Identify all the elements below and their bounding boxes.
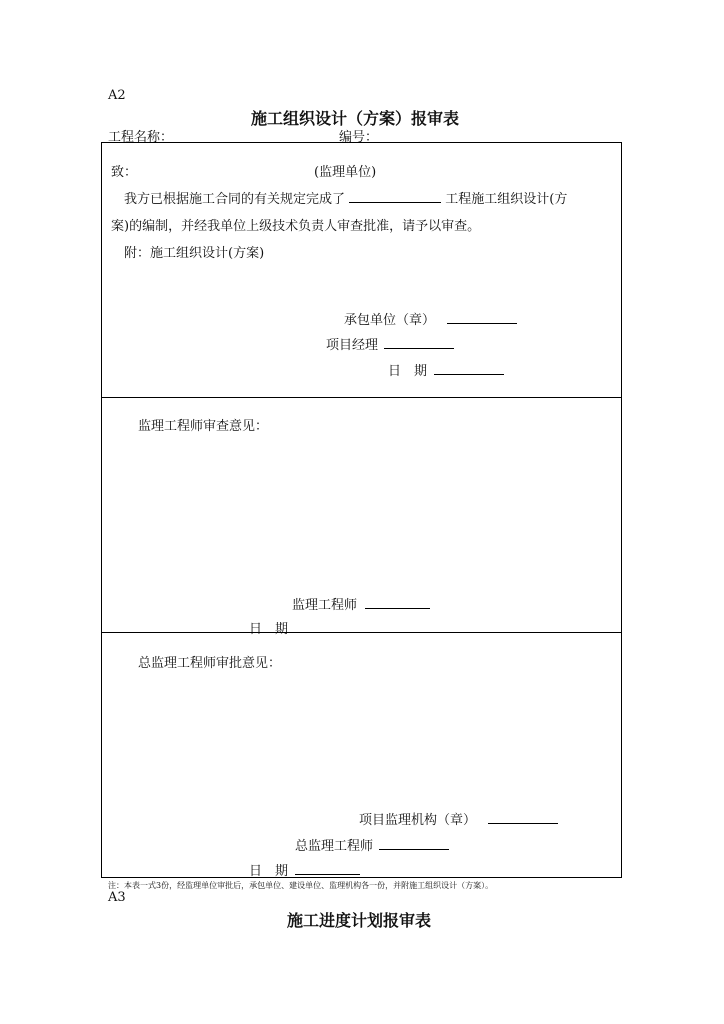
pm-signature-row xyxy=(326,334,454,353)
project-name-label: 工程名称： xyxy=(108,130,174,145)
next-form-title: 施工进度计划报审表 xyxy=(287,911,432,930)
body-text-part1: 我方已根据施工合同的有关规定完成了 xyxy=(124,192,346,207)
engineer-signature-blank[interactable] xyxy=(365,596,430,609)
date-blank[interactable] xyxy=(295,862,360,875)
engineer-signature-row xyxy=(292,594,430,613)
attachment-label: 附：施工组织设计(方案) xyxy=(124,246,265,261)
chief-approval-heading: 总监理工程师审批意见： xyxy=(138,656,282,671)
contractor-signature-row xyxy=(344,309,517,328)
engineer-label: 监理工程师 xyxy=(292,598,358,613)
project-manager-blank[interactable] xyxy=(384,336,454,349)
form-table xyxy=(101,142,622,878)
next-form-code: A3 xyxy=(108,890,126,905)
to-label: 致： xyxy=(111,165,138,180)
date-label: 日 期 xyxy=(249,864,289,879)
date-row-3 xyxy=(249,860,360,879)
chief-engineer-label: 总监理工程师 xyxy=(295,839,374,854)
form-code: A2 xyxy=(108,88,126,103)
engineer-review-section xyxy=(102,397,621,637)
body-text-part2: 工程施工组织设计(方 xyxy=(445,192,568,207)
number-label: 编号： xyxy=(339,130,379,145)
project-manager-label: 项目经理 xyxy=(326,338,379,353)
contractor-label: 承包单位（章） xyxy=(344,313,436,328)
chief-engineer-blank[interactable] xyxy=(379,837,449,850)
chief-approval-section xyxy=(102,632,621,877)
date-label: 日 期 xyxy=(249,622,289,637)
footnote: 注：本表一式3份，经监理单位审批后，承包单位、建设单位、监理机构各一份，并附施工组织设计（方案）。 xyxy=(108,881,494,890)
submission-section xyxy=(102,143,621,397)
chief-signature-row xyxy=(295,835,449,854)
org-signature-row xyxy=(359,809,558,828)
engineer-review-heading: 监理工程师审查意见： xyxy=(138,419,269,434)
supervision-org-label: 项目监理机构（章） xyxy=(359,813,477,828)
project-name-blank[interactable] xyxy=(349,190,441,203)
date-row-1 xyxy=(388,360,504,379)
recipient-unit: (监理单位) xyxy=(314,165,377,180)
form-title: 施工组织设计（方案）报审表 xyxy=(251,109,460,128)
contractor-seal-blank[interactable] xyxy=(447,311,517,324)
date-blank[interactable] xyxy=(434,362,504,375)
date-label: 日 期 xyxy=(388,364,428,379)
body-text-line2: 案)的编制，并经我单位上级技术负责人审查批准，请予以审查。 xyxy=(111,219,481,234)
supervision-org-seal-blank[interactable] xyxy=(488,811,558,824)
body-text-line1 xyxy=(124,188,567,207)
